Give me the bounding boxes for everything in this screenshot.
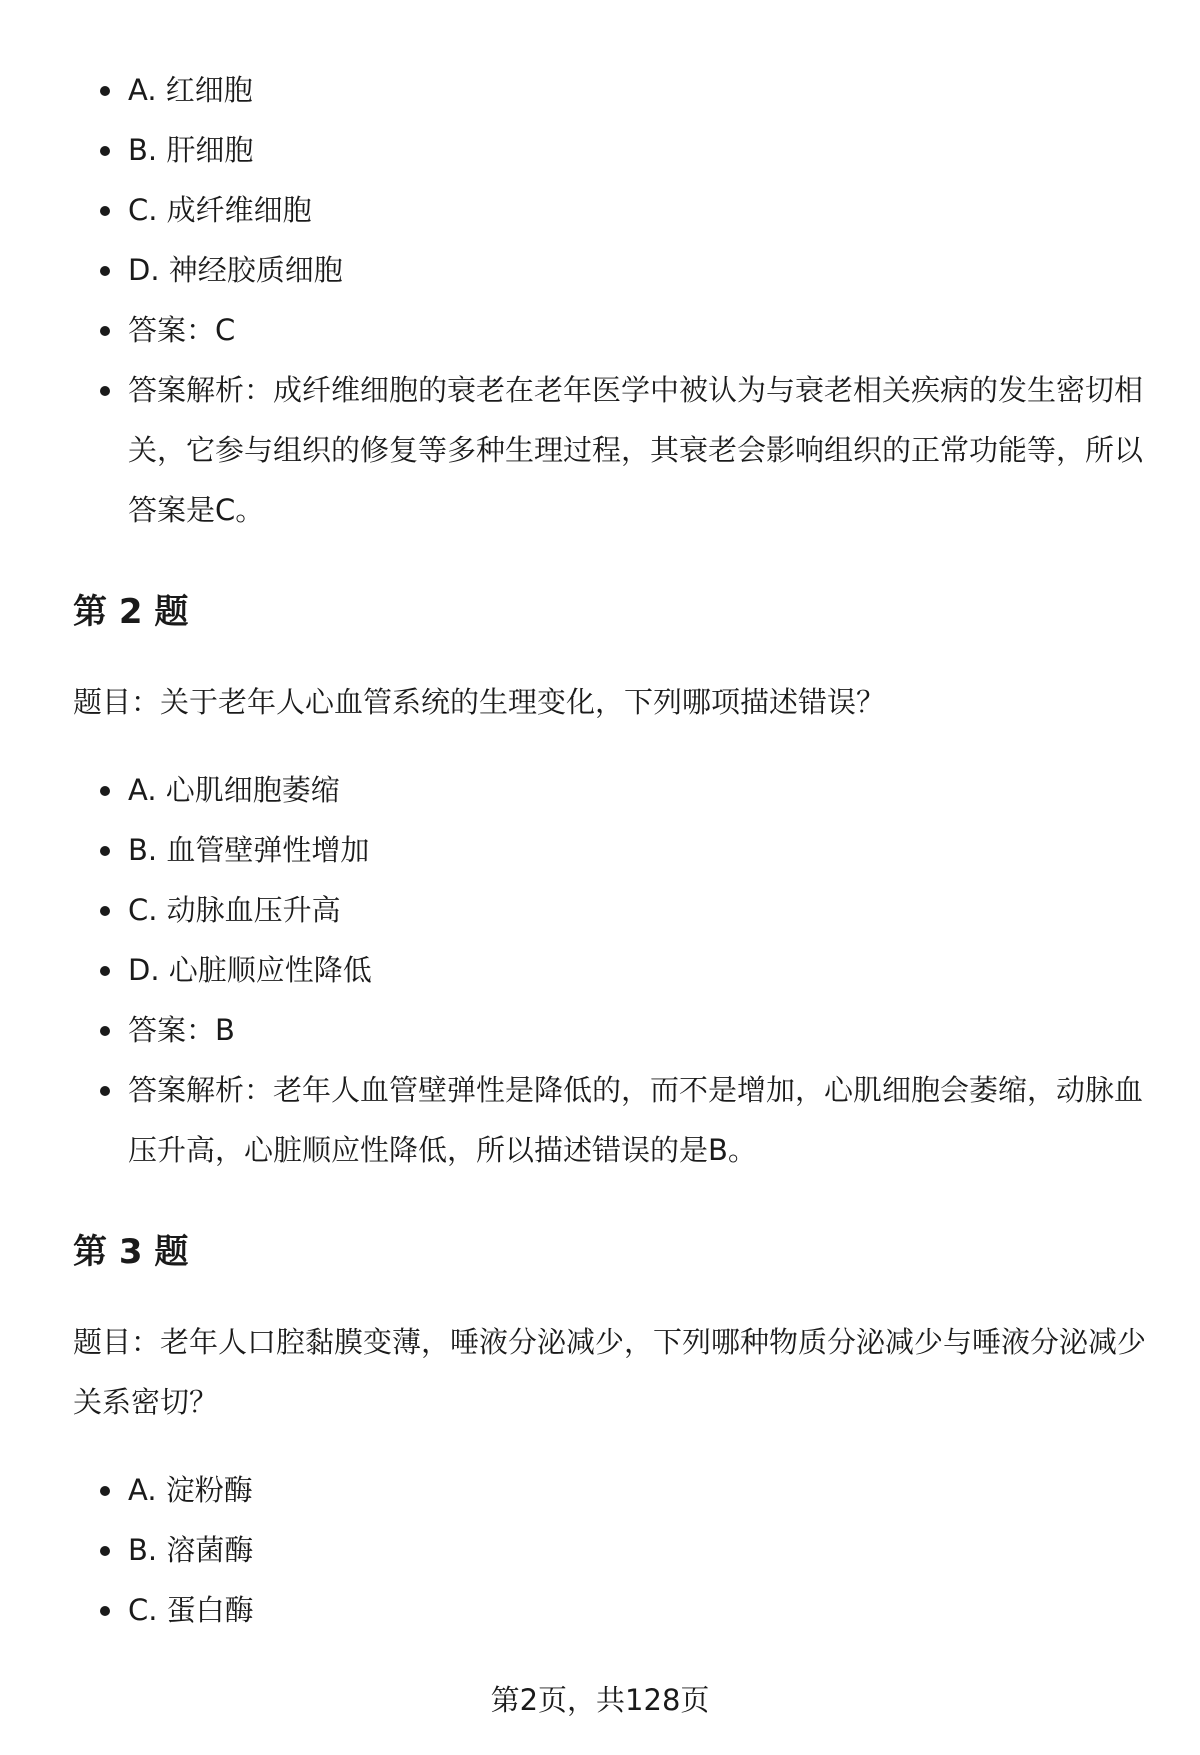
q2-explanation: 答案解析：老年人血管壁弹性是降低的，而不是增加，心肌细胞会萎缩，动脉血压升高，心脏顺应性降低，所以描述错误的是B。 (73, 1060, 1153, 1180)
q1-option-d: D. 神经胶质细胞 (73, 240, 1153, 300)
q3-options-list (73, 1460, 1153, 1640)
q2-options-list (73, 760, 1153, 1180)
q2-option-c: C. 动脉血压升高 (73, 880, 1153, 940)
q3-option-c: C. 蛋白酶 (73, 1580, 1153, 1640)
q1-explanation: 答案解析：成纤维细胞的衰老在老年医学中被认为与衰老相关疾病的发生密切相关，它参与组织的修复等多种生理过程，其衰老会影响组织的正常功能等，所以答案是C。 (73, 360, 1153, 540)
q1-option-a: A. 红细胞 (73, 60, 1153, 120)
q3-stem: 题目：老年人口腔黏膜变薄，唾液分泌减少，下列哪种物质分泌减少与唾液分泌减少关系密切？ (73, 1325, 1147, 1419)
q3-heading: 第 3 题 (73, 1232, 189, 1272)
q2-heading: 第 2 题 (73, 592, 189, 632)
q1-option-b: B. 肝细胞 (73, 120, 1153, 180)
q3-option-b: B. 溶菌酶 (73, 1520, 1153, 1580)
page-number-footer: 第2页，共128页 (490, 1683, 710, 1717)
page-content (73, 60, 1153, 1640)
q3-option-a: A. 淀粉酶 (73, 1460, 1153, 1520)
q1-options-list (73, 60, 1153, 540)
q1-answer: 答案：C (73, 300, 1153, 360)
q2-stem: 题目：关于老年人心血管系统的生理变化，下列哪项描述错误？ (73, 685, 886, 719)
q1-option-c: C. 成纤维细胞 (73, 180, 1153, 240)
q2-option-a: A. 心肌细胞萎缩 (73, 760, 1153, 820)
q2-answer: 答案：B (73, 1000, 1153, 1060)
q2-option-b: B. 血管壁弹性增加 (73, 820, 1153, 880)
q2-option-d: D. 心脏顺应性降低 (73, 940, 1153, 1000)
